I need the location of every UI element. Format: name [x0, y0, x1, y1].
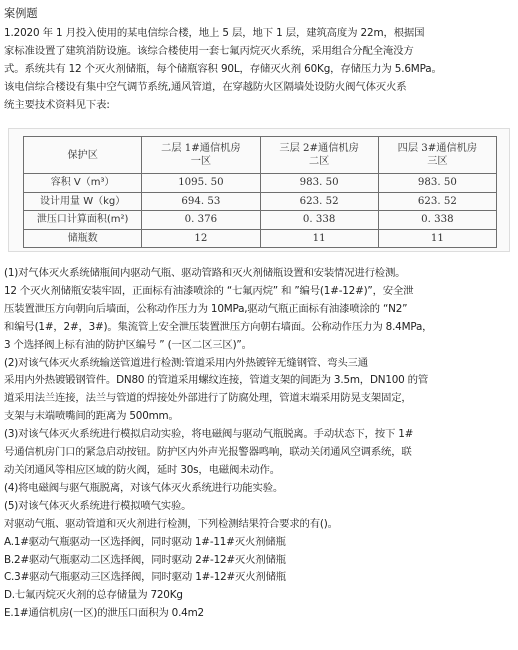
table-cell: 0. 338	[378, 211, 496, 230]
question-line: 道采用法兰连接，法兰与管道的焊接处外部进行了防腐处理，管道末端采用防晃支架固定，	[4, 392, 412, 405]
row-label: 储瓶数	[24, 229, 142, 248]
table-cell: 12	[142, 229, 260, 248]
question-line: 对驱动气瓶、驱动管道和灭火剂进行检测，下列检测结果符合要求的有()。	[4, 517, 338, 530]
question-line: 12 个灭火剂储瓶安装牢固，正面标有油漆喷涂的 “七氟丙烷” 和 ”编号(1#-12#)”，安全泄	[4, 284, 414, 297]
table-row	[24, 211, 497, 230]
answer-option-a: A.1#驱动气瓶驱动一区选择阀，同时驱动 1#-11#灭火剂储瓶	[4, 535, 286, 548]
intro-line: 式。系统共有 12 个灭火剂储瓶，每个储瓶容积 90L，存储灭火剂 60Kg，存储压力为 5.6MPa。	[4, 63, 442, 75]
question-line: 采用内外热镀锻钢管件。DN80 的管道采用螺纹连接，管道支架的间距为 3.5m，DN100 的管	[4, 374, 429, 387]
table-cell: 694. 53	[142, 192, 260, 211]
table-cell: 0. 376	[142, 211, 260, 230]
question-line: (1)对气体灭火系统储瓶间内驱动气瓶、驱动管路和灭火剂储瓶设置和安装情况进行检测。	[4, 267, 406, 279]
row-label: 设计用量 W（kg）	[24, 192, 142, 211]
answer-option-c: C.3#驱动气瓶驱动三区选择阀，同时驱动 1#-12#灭火剂储瓶	[4, 571, 286, 584]
answer-option-d: D.七氟丙烷灭火剂的总存储量为 720Kg	[4, 589, 183, 602]
table-header-cell: 二层 1#通信机房 一区	[142, 137, 260, 174]
table-cell: 983. 50	[378, 174, 496, 193]
question-line: 号通信机房门口的紧急启动按钮。防护区内外声光报警器鸣响，联动关闭通风空调系统，联	[4, 446, 412, 459]
row-label: 容积 V（m³）	[24, 174, 142, 193]
table-header-cell: 四层 3#通信机房 三区	[378, 137, 496, 174]
question-line: 动关闭通风等相应区域的防火阀，延时 30s，电磁阀未动作。	[4, 463, 280, 476]
intro-line: 该电信综合楼设有集中空气调节系统,通风管道，在穿越防火区隔墙处设防火阀气体灭火系	[4, 81, 407, 93]
table-row	[24, 229, 497, 248]
question-line: 支架与末端喷嘴间的距离为 500mm。	[4, 410, 179, 423]
table-row	[24, 174, 497, 193]
table-cell: 623. 52	[378, 192, 496, 211]
section-header: 案例题	[4, 7, 38, 20]
question-line: (5)对该气体灭火系统进行模拟喷气实验。	[4, 499, 192, 512]
table-image	[8, 128, 510, 252]
question-line: (4)将电磁阀与驱气瓶脱离，对该气体灭火系统进行功能实验。	[4, 481, 284, 494]
table-cell: 0. 338	[260, 211, 378, 230]
question-line: 压装置泄压方向朝向后墙面，公称动作压力为 10MPa,驱动气瓶正面标有油漆喷涂的 “N2”	[4, 302, 408, 315]
tech-data-table	[23, 136, 497, 248]
table-cell: 623. 52	[260, 192, 378, 211]
question-line: (3)对该气体灭火系统进行模拟启动实验，将电磁阀与驱动气瓶脱离。手动状态下，按下 1#	[4, 428, 414, 441]
table-cell: 11	[378, 229, 496, 248]
table-cell: 983. 50	[260, 174, 378, 193]
question-line: 3 个选择阀上标有油的防护区编号 ” (一区二区三区)”。	[4, 338, 252, 351]
table-cell: 11	[260, 229, 378, 248]
table-header-cell: 三层 2#通信机房 二区	[260, 137, 378, 174]
intro-line: 统主要技术资料见下表:	[4, 99, 110, 111]
question-body	[4, 265, 516, 623]
table-header-cell: 保护区	[24, 137, 142, 174]
table-row	[24, 192, 497, 211]
case-intro	[4, 24, 514, 114]
answer-option-e: E.1#通信机房(一区)的泄压口面积为 0.4m2	[4, 607, 204, 620]
intro-line: 1.2020 年 1 月投入使用的某电信综合楼，地上 5 层，地下 1 层，建筑高度为 22m，根据国	[4, 27, 425, 39]
row-label: 泄压口计算面积(m²)	[24, 211, 142, 230]
question-line: (2)对该气体灭火系统输送管道进行检测:管道采用内外热镀锌无缝钢管、弯头三通	[4, 356, 368, 369]
table-cell: 1095. 50	[142, 174, 260, 193]
intro-line: 家标准设置了建筑消防设施。该综合楼使用一套七氟丙烷灭火系统，采用组合分配全淹没方	[4, 45, 414, 57]
answer-option-b: B.2#驱动气瓶驱动二区选择阀，同时驱动 2#-12#灭火剂储瓶	[4, 553, 286, 566]
question-line: 和编号(1#，2#，3#)。集流管上安全泄压装置泄压方向朝右墙面。公称动作压力为 8.4MPa，	[4, 320, 433, 333]
table-header-row	[24, 137, 497, 174]
